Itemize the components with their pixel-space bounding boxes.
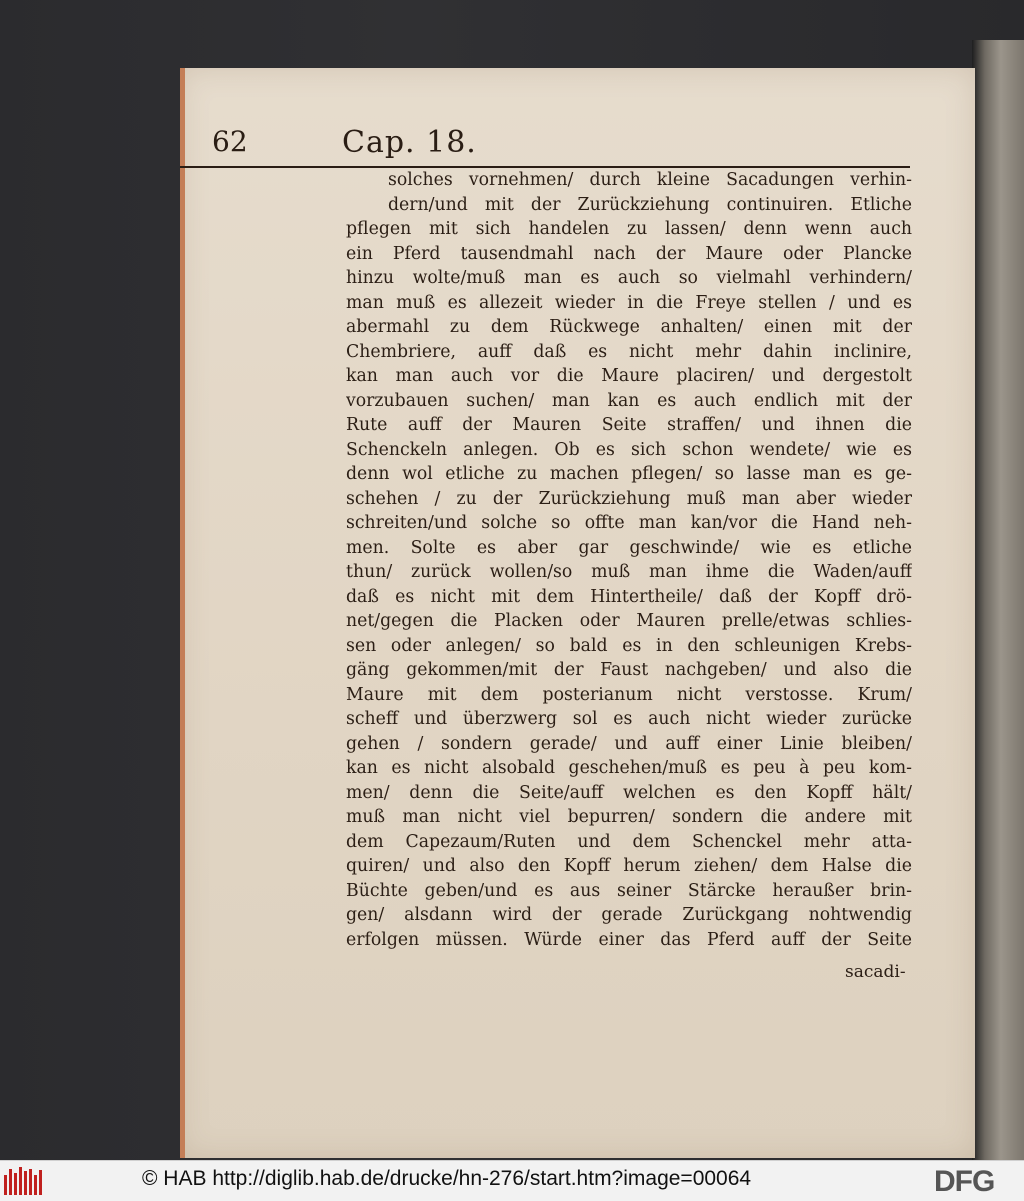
text-line: schehen / zu der Zurückziehung muß man aber wieder	[346, 488, 912, 509]
text-line: Büchte geben/und es aus seiner Stärcke heraußer brin-	[346, 880, 912, 901]
hab-logo-icon	[4, 1167, 46, 1195]
text-line: pflegen mit sich handelen zu lassen/ denn wenn auch	[346, 219, 912, 239]
text-line: denn wol etliche zu machen pflegen/ so lasse man es ge-	[346, 464, 912, 484]
text-line: vorzubauen suchen/ man kan es auch endlich mit der	[346, 390, 912, 411]
catchword: sacadi-	[845, 962, 906, 982]
text-line: dem Capezaum/Ruten und dem Schenckel mehr atta-	[346, 831, 912, 852]
page-number: 62	[212, 125, 248, 158]
text-line: abermahl zu dem Rückwege anhalten/ einen mit der	[346, 317, 912, 337]
dfg-logo: DFG	[934, 1165, 995, 1198]
footer-bar	[0, 1160, 1024, 1201]
page-header	[212, 125, 912, 165]
body-text	[346, 168, 912, 952]
text-line: solches vornehmen/ durch kleine Sacadungen verhin-	[388, 170, 912, 190]
text-line: gen/ alsdann wird der gerade Zurückgang nohtwendig	[346, 905, 912, 925]
book-edge	[972, 40, 1024, 1160]
text-line: Maure mit dem posterianum nicht verstosse. Krum/	[346, 684, 912, 705]
text-line: kan man auch vor die Maure placiren/ und dergestolt	[346, 366, 912, 386]
text-line: Rute auff der Mauren Seite straffen/ und ihnen die	[346, 415, 912, 435]
text-line: thun/ zurück wollen/so muß man ihme die Waden/auff	[346, 562, 912, 582]
text-line: net/gegen die Placken oder Mauren prelle/etwas schlies-	[346, 611, 912, 631]
text-line: muß man nicht viel bepurren/ sondern die andere mit	[346, 807, 912, 827]
text-line: Schenckeln anlegen. Ob es sich schon wendete/ wie es	[346, 439, 912, 460]
text-line: kan es nicht alsobald geschehen/muß es peu à peu kom-	[346, 758, 912, 778]
text-line: erfolgen müssen. Würde einer das Pferd auff der Seite	[346, 929, 912, 950]
text-line: gäng gekommen/mit der Faust nachgeben/ und also die	[346, 660, 912, 680]
text-line: schreiten/und solche so offte man kan/vor die Hand neh-	[346, 513, 912, 533]
text-line: hinzu wolte/muß man es auch so vielmahl verhindern/	[346, 268, 912, 288]
text-line: scheff und überzwerg sol es auch nicht wieder zurücke	[346, 709, 912, 729]
text-line: quiren/ und also den Kopff herum ziehen/ dem Halse die	[346, 856, 912, 876]
chapter-title: Cap. 18.	[342, 125, 477, 160]
text-line: man muß es allezeit wieder in die Freye stellen / und es	[346, 292, 912, 313]
copyright-link[interactable]: © HAB http://diglib.hab.de/drucke/hn-276/start.htm?image=00064	[142, 1167, 752, 1190]
text-line: gehen / sondern gerade/ und auff einer Linie bleiben/	[346, 733, 912, 754]
text-line: ein Pferd tausendmahl nach der Maure oder Plancke	[346, 243, 912, 264]
text-line: Chembriere, auff daß es nicht mehr dahin inclinire,	[346, 341, 912, 362]
text-line: men/ denn die Seite/auff welchen es den Kopff hält/	[346, 782, 912, 803]
text-line: men. Solte es aber gar geschwinde/ wie es etliche	[346, 537, 912, 558]
text-line: sen oder anlegen/ so bald es in den schleunigen Krebs-	[346, 635, 912, 656]
text-line: dern/und mit der Zurückziehung continuiren. Etliche	[388, 194, 912, 215]
text-line: daß es nicht mit dem Hintertheile/ daß der Kopff drö-	[346, 586, 912, 607]
